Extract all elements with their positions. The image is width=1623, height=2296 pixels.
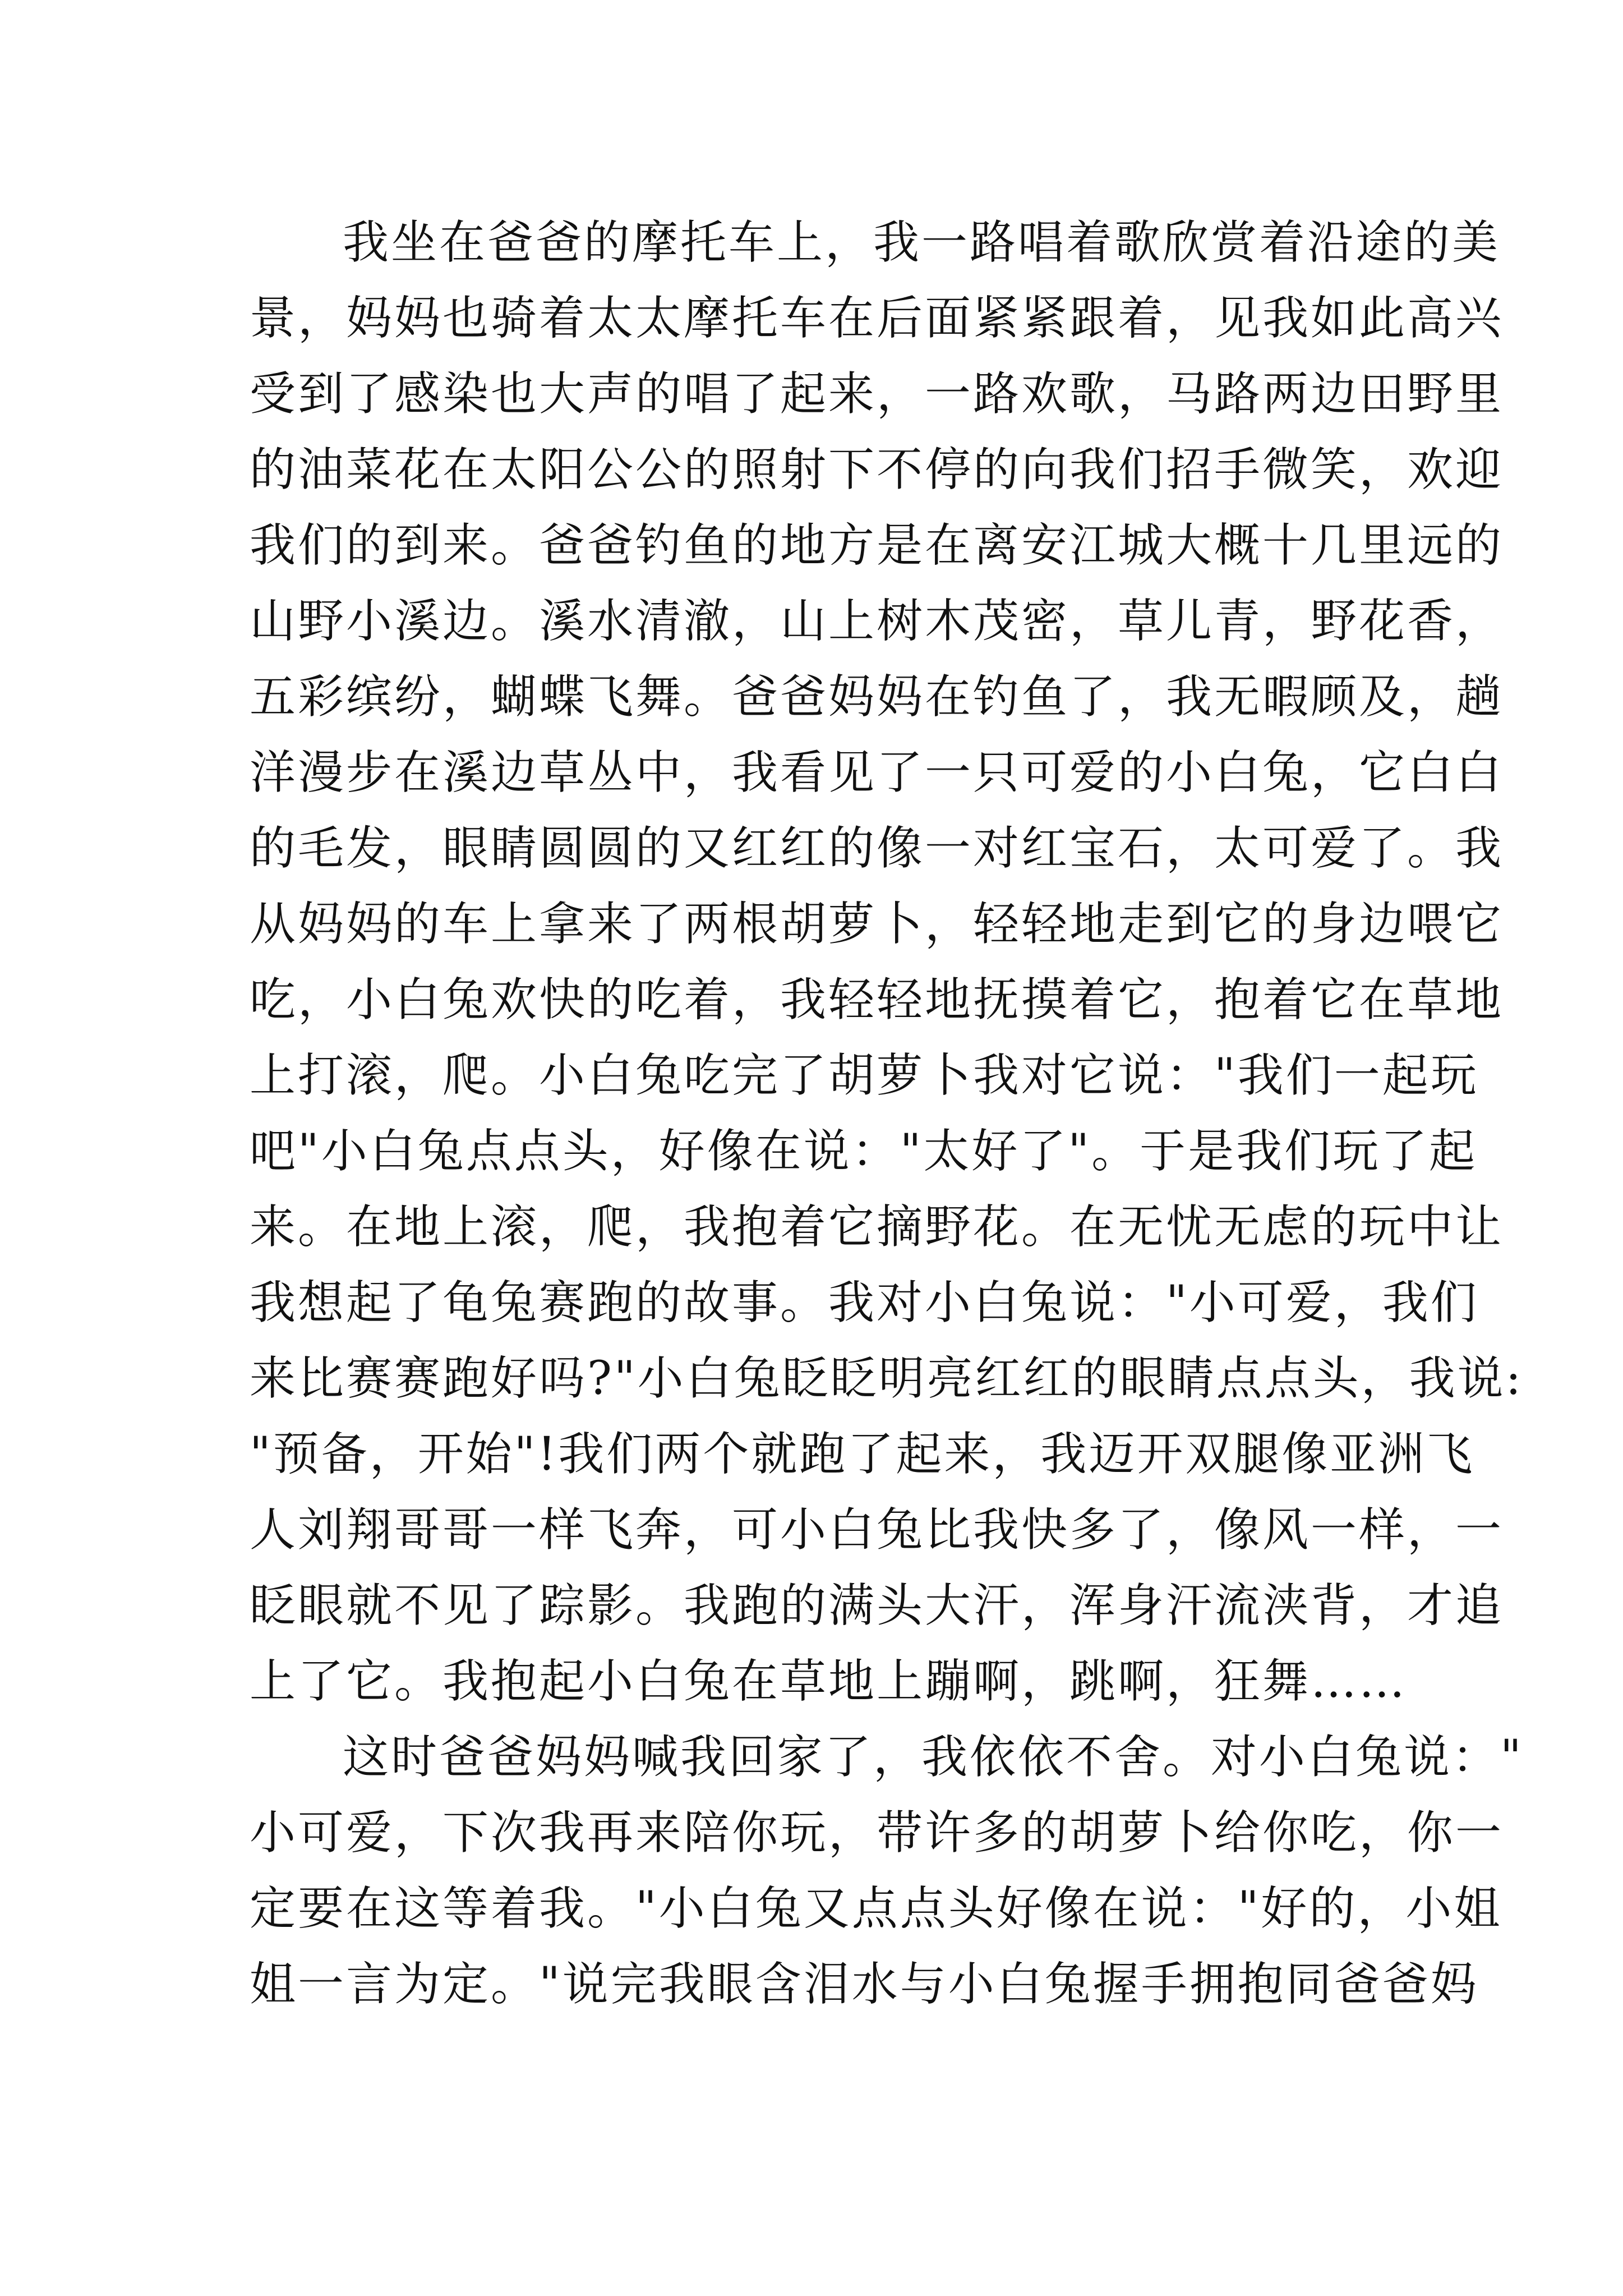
paragraph-2-line: 定要在这等着我。"小白兔又点点头好像在说："好的，小姐 xyxy=(250,1882,1502,1935)
paragraph-1-line: 从妈妈的车上拿来了两根胡萝卜，轻轻地走到它的身边喂它 xyxy=(250,898,1504,951)
paragraph-1-line: 洋漫步在溪边草丛中，我看见了一只可爱的小白兔，它白白 xyxy=(250,746,1504,799)
paragraph-1-line: 来比赛赛跑好吗?"小白兔眨眨明亮红红的眼睛点点头，我说: xyxy=(250,1352,1524,1405)
paragraph-1-line: 山野小溪边。溪水清澈，山上树木茂密，草儿青，野花香， xyxy=(250,595,1504,648)
paragraph-1-line: 吃，小白兔欢快的吃着，我轻轻地抚摸着它，抱着它在草地 xyxy=(250,973,1504,1027)
paragraph-1-line: 我们的到来。爸爸钓鱼的地方是在离安江城大概十几里远的 xyxy=(250,519,1504,572)
paragraph-1-line: "预备，开始"!我们两个就跑了起来，我迈开双腿像亚洲飞 xyxy=(250,1428,1475,1481)
paragraph-1-line: 的毛发，眼睛圆圆的又红红的像一对红宝石，太可爱了。我 xyxy=(250,822,1504,875)
paragraph-2-line: 姐一言为定。"说完我眼含泪水与小白兔握手拥抱同爸爸妈 xyxy=(250,1958,1479,2011)
paragraph-1-line: 上打滚，爬。小白兔吃完了胡萝卜我对它说："我们一起玩 xyxy=(250,1049,1479,1102)
paragraph-1-line: 来。在地上滚，爬，我抱着它摘野花。在无忧无虑的玩中让 xyxy=(250,1200,1504,1254)
paragraph-2-line: 小可爱，下次我再来陪你玩，带许多的胡萝卜给你吃，你一 xyxy=(250,1806,1504,1860)
paragraph-1-line: 五彩缤纷，蝴蝶飞舞。爸爸妈妈在钓鱼了，我无暇顾及，趟 xyxy=(250,670,1504,724)
paragraph-1-line: 我想起了龟兔赛跑的故事。我对小白兔说："小可爱，我们 xyxy=(250,1276,1479,1329)
paragraph-1-line: 上了它。我抱起小白兔在草地上蹦啊，跳啊，狂舞…… xyxy=(250,1655,1408,1708)
story-text xyxy=(250,205,1524,2022)
paragraph-1-line: 人刘翔哥哥一样飞奔，可小白兔比我快多了，像风一样，一 xyxy=(250,1503,1504,1557)
paragraph-1-line: 的油菜花在太阳公公的照射下不停的向我们招手微笑，欢迎 xyxy=(250,443,1504,496)
paragraph-1-line: 受到了感染也大声的唱了起来，一路欢歌，马路两边田野里 xyxy=(250,367,1504,421)
paragraph-1-line: 景，妈妈也骑着太太摩托车在后面紧紧跟着，见我如此高兴 xyxy=(250,292,1504,345)
paragraph-1-line: 吧"小白兔点点头，好像在说："太好了"。于是我们玩了起 xyxy=(250,1125,1478,1178)
paragraph-1-line: 眨眼就不见了踪影。我跑的满头大汗，浑身汗流浃背，才追 xyxy=(250,1579,1504,1632)
paragraph-2-line: 这时爸爸妈妈喊我回家了，我依依不舍。对小白兔说：" xyxy=(343,1731,1524,1784)
paragraph-1-line: 我坐在爸爸的摩托车上，我一路唱着歌欣赏着沿途的美 xyxy=(343,216,1501,269)
